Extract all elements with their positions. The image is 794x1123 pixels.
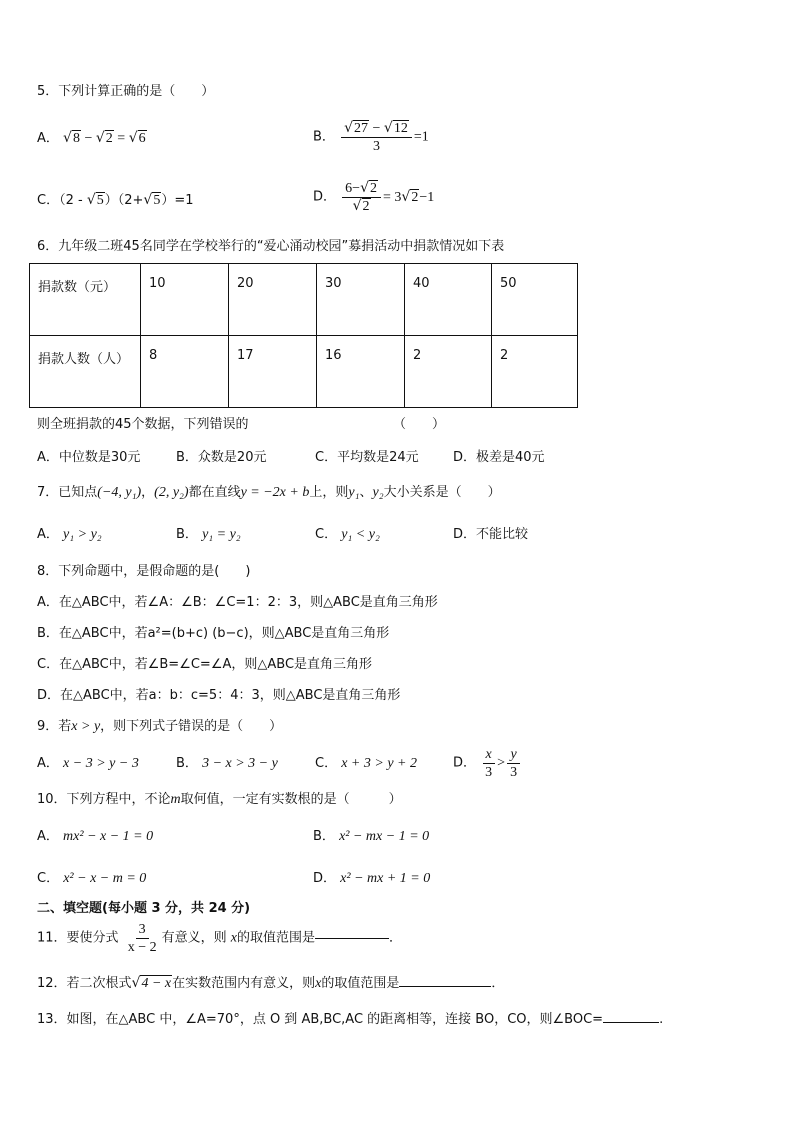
q6-after: 则全班捐款的45个数据，下列错误的 (37, 417, 249, 432)
q6-option-a: A．中位数是30元 (37, 450, 141, 465)
table-cell: 50 (492, 264, 578, 336)
q10-option-c: C． x² − x − m = 0 (37, 871, 147, 886)
table-cell: 8 (141, 336, 229, 408)
table-cell: 10 (141, 264, 229, 336)
q7-option-a: A． y₁ > y₂ (37, 527, 102, 542)
q5-option-d: D． $\frac{6-√2}{√2}$ = 3√2−1 (313, 180, 435, 214)
q9-option-c: C． x + 3 > y + 2 (315, 756, 417, 771)
q7-option-b: B． y₁ = y₂ (176, 527, 241, 542)
q12: 12．若二次根式√4 − x在实数范围内有意义，则x的取值范围是 ． (37, 975, 505, 991)
q9-option-a: A． x − 3 > y − 3 (37, 756, 139, 771)
table-row-people (30, 336, 578, 408)
table-cell: 16 (317, 336, 405, 408)
donation-table (29, 263, 578, 408)
q6-option-c: C．平均数是24元 (315, 450, 419, 465)
table-cell: 捐款数（元） (30, 264, 141, 336)
q8-option-c: C．在△ABC中，若∠B=∠C=∠A，则△ABC是直角三角形 (37, 657, 373, 672)
q10-option-a: A． mx² − x − 1 = 0 (37, 829, 154, 844)
table-cell: 20 (229, 264, 317, 336)
q7-option-c: C． y₁ < y₂ (315, 527, 380, 542)
q7-stem: 7．已知点(−4, y₁)，(2, y₂)都在直线y = −2x + b上，则y₁、y₂大小关系是（ ） (37, 485, 501, 500)
q7-option-d: D．不能比较 (453, 527, 529, 542)
q9-stem: 9．若x > y，则下列式子错误的是（ ） (37, 719, 283, 734)
q9-option-b: B． 3 − x > 3 − y (176, 756, 278, 771)
table-cell: 2 (405, 336, 492, 408)
q8-stem: 8．下列命题中，是假命题的是( ) (37, 564, 251, 579)
q5-stem: 5．下列计算正确的是（ ） (37, 84, 215, 99)
q6-paren: （ ） (393, 417, 446, 432)
q11: 11．要使分式 $\frac{3}{x - 2}$ 有意义，则 x的取值范围是 ． (37, 922, 402, 955)
table-cell: 40 (405, 264, 492, 336)
table-cell: 17 (229, 336, 317, 408)
answer-blank[interactable] (399, 986, 491, 987)
q8-option-b: B．在△ABC中，若a²=(b+c) (b−c)，则△ABC是直角三角形 (37, 626, 390, 641)
answer-blank[interactable] (603, 1022, 659, 1023)
section-title: 二、填空题(每小题 3 分，共 24 分) (37, 901, 251, 916)
q5-option-b: B． $\frac{√27 - √12}{3}$ =1 (313, 120, 429, 154)
q8-option-a: A．在△ABC中，若∠A：∠B：∠C=1：2：3，则△ABC是直角三角形 (37, 595, 438, 610)
q10-stem: 10．下列方程中，不论m取何值，一定有实数根的是（ ） (37, 792, 402, 807)
table-cell: 2 (492, 336, 578, 408)
q5-option-a: A． √8 − √2 = √6 (37, 130, 146, 146)
q6-option-b: B．众数是20元 (176, 450, 267, 465)
q13: 13．如图，在△ABC 中，∠A=70°，点 O 到 AB,BC,AC 的距离相等，连接 BO，CO，则∠BOC= . (37, 1012, 664, 1027)
q10-option-d: D． x² − mx + 1 = 0 (313, 871, 431, 886)
answer-blank[interactable] (315, 938, 389, 939)
table-row-amount (30, 264, 578, 336)
q6-option-d: D．极差是40元 (453, 450, 545, 465)
table-cell: 捐款人数（人） (30, 336, 141, 408)
q6-stem: 6．九年级二班45名同学在学校举行的“爱心涌动校园”募捐活动中捐款情况如下表 (37, 239, 505, 254)
q10-option-b: B． x² − mx − 1 = 0 (313, 829, 430, 844)
table-cell: 30 (317, 264, 405, 336)
q8-option-d: D．在△ABC中，若a：b：c=5：4：3，则△ABC是直角三角形 (37, 688, 401, 703)
q9-option-d: D． $\frac{x}{3}$ > $\frac{y}{3}$ (453, 746, 522, 781)
q5-option-c: C．（2 - √5）（2+√5）=1 (37, 192, 194, 208)
